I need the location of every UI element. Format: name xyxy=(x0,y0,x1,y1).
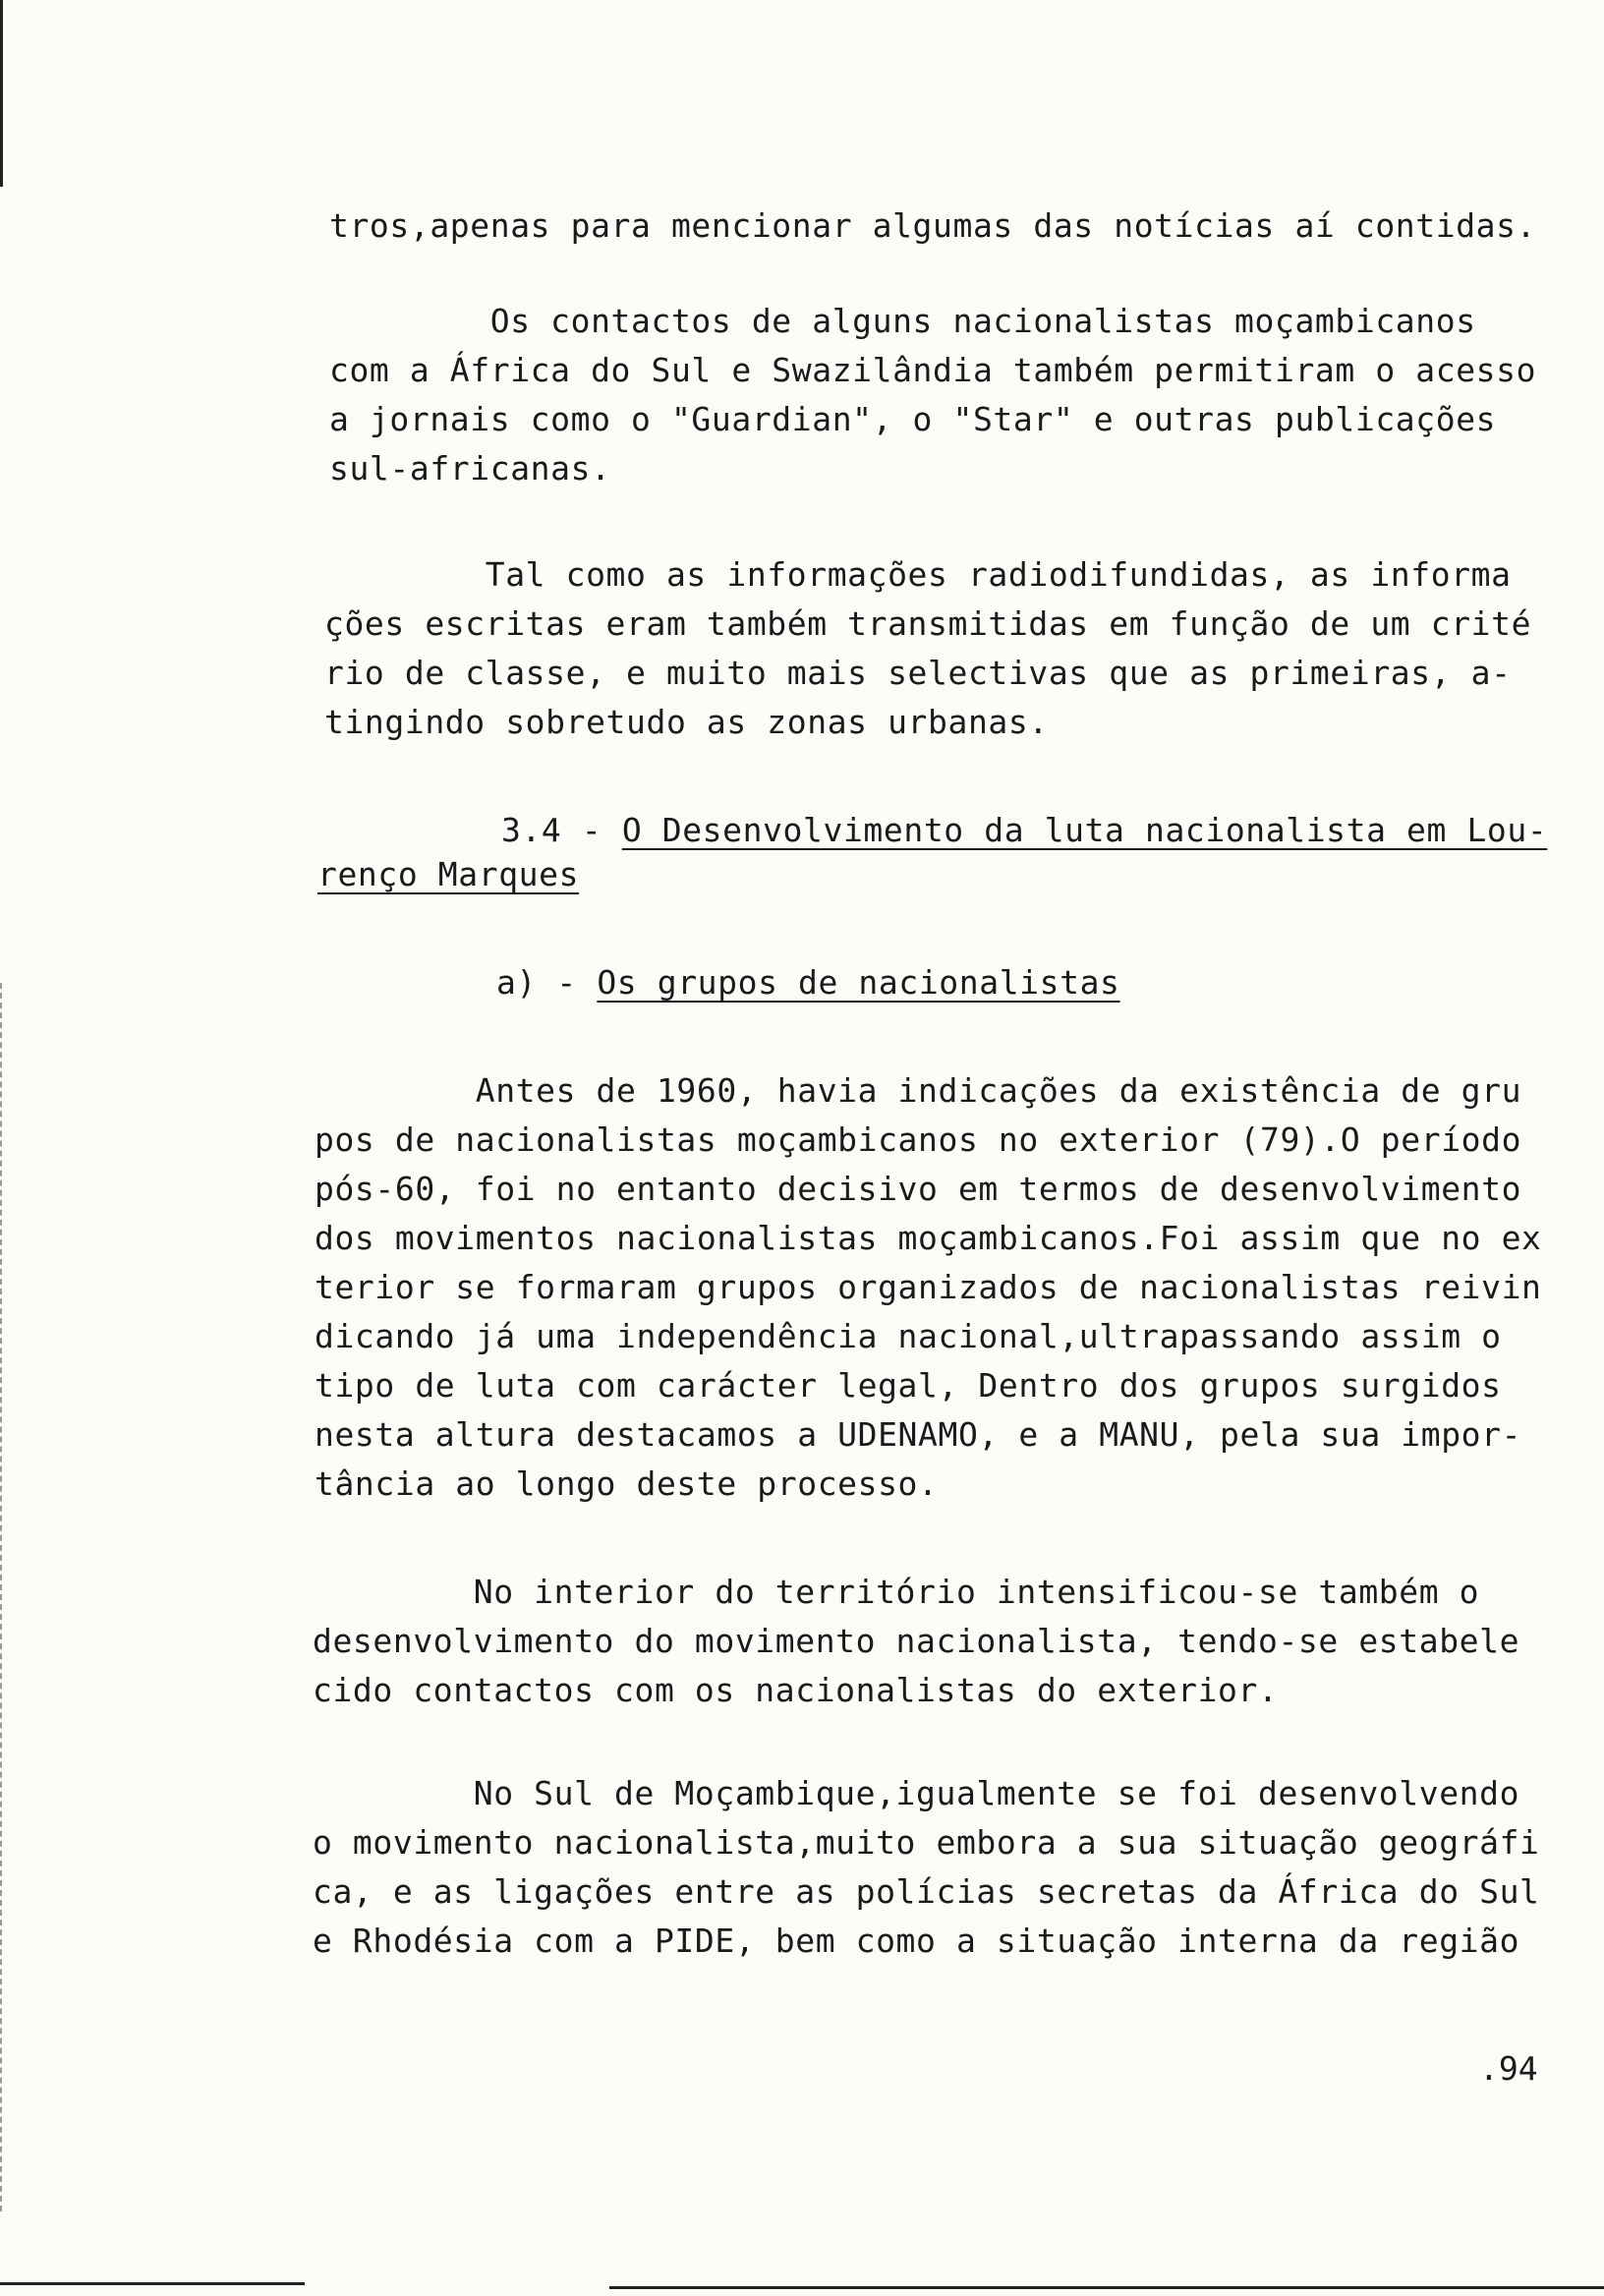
text-line: Tal como as informações radiodifundidas, as informa xyxy=(324,555,1512,594)
text-line: dicando já uma independência nacional,ultrapassando assim o xyxy=(315,1317,1502,1355)
scan-edge-line xyxy=(0,0,3,187)
text-line: desenvolvimento do movimento nacionalista, tendo-se estabele xyxy=(313,1622,1520,1660)
text-line: nesta altura destacamos a UDENAMO, e a MANU, pela sua impor- xyxy=(315,1415,1522,1454)
text-line: com a África do Sul e Swazilândia também permitiram o acesso xyxy=(329,351,1537,389)
text-line: tipo de luta com carácter legal, Dentro dos grupos surgidos xyxy=(315,1366,1502,1405)
scan-bottom-line-left xyxy=(0,2282,305,2285)
text-line: rio de classe, e muito mais selectivas que as primeiras, a- xyxy=(324,654,1512,692)
section-number: 3.4 - xyxy=(501,811,622,849)
scan-bottom-line-right xyxy=(609,2286,1604,2289)
text-line: cido contactos com os nacionalistas do exterior. xyxy=(313,1671,1279,1709)
text-line: terior se formaram grupos organizados de nacionalistas reivin xyxy=(315,1268,1542,1306)
text-line: sul-africanas. xyxy=(329,449,611,488)
text-line: pós-60, foi no entanto decisivo em termos de desenvolvimento xyxy=(315,1170,1522,1208)
text-line: ca, e as ligações entre as polícias secretas da África do Sul xyxy=(313,1872,1540,1911)
text-line: e Rhodésia com a PIDE, bem como a situação interna da região xyxy=(313,1922,1520,1960)
text-line: pos de nacionalistas moçambicanos no exterior (79).O período xyxy=(315,1120,1522,1159)
text-line: o movimento nacionalista,muito embora a sua situação geográfi xyxy=(313,1823,1540,1862)
text-line: No Sul de Moçambique,igualmente se foi desenvolvendo xyxy=(313,1774,1520,1812)
text-line: tingindo sobretudo as zonas urbanas. xyxy=(324,703,1049,741)
text-line: Os contactos de alguns nacionalistas moçambicanos xyxy=(329,302,1476,340)
text-line: Antes de 1960, havia indicações da existência de gru xyxy=(315,1071,1522,1110)
subsection-heading xyxy=(496,958,1120,1007)
subsection-title: Os grupos de nacionalistas xyxy=(597,963,1120,1002)
text-line: dos movimentos nacionalistas moçambicanos.Foi assim que no ex xyxy=(315,1219,1542,1257)
subsection-prefix: a) - xyxy=(496,963,598,1002)
text-line: tância ao longo deste processo. xyxy=(315,1464,939,1503)
scan-edge-marks xyxy=(0,983,8,2211)
page-number: .94 xyxy=(1479,2049,1538,2088)
section-title-line-2: renço Marques xyxy=(317,855,580,893)
text-line: tros,apenas para mencionar algumas das notícias aí contidas. xyxy=(329,206,1537,245)
text-line: No interior do território intensificou-se também o xyxy=(313,1573,1480,1611)
text-line: a jornais como o "Guardian", o "Star" e outras publicações xyxy=(329,400,1497,438)
section-heading xyxy=(501,806,1547,855)
text-line: ções escritas eram também transmitidas em função de um crité xyxy=(324,604,1532,643)
section-title-line-1: O Desenvolvimento da luta nacionalista em Lou- xyxy=(621,811,1548,849)
